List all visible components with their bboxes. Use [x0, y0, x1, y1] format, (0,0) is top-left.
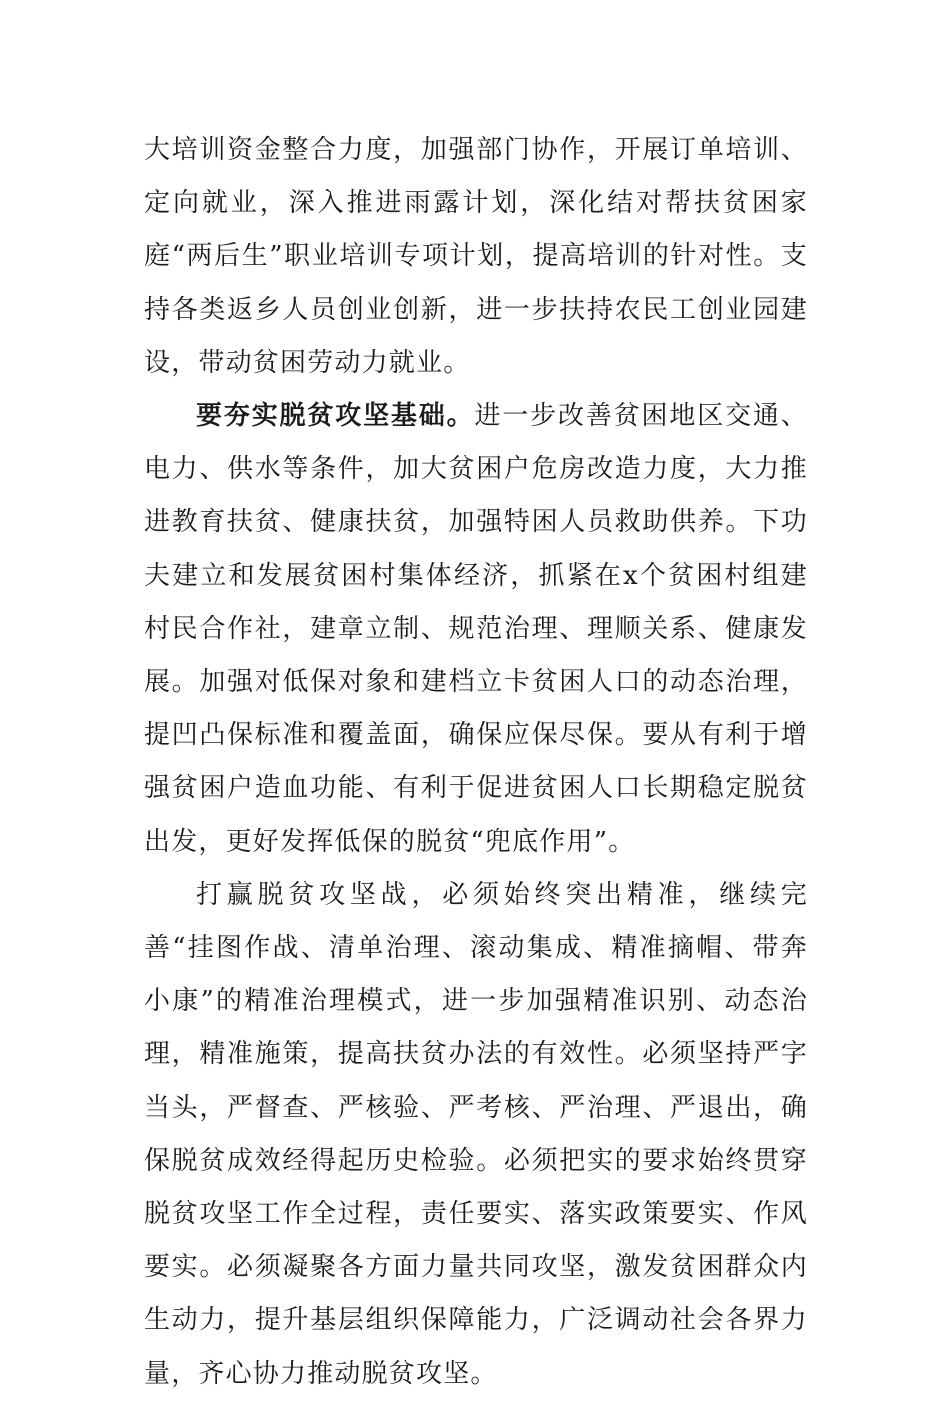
- paragraph-2: [144, 390, 808, 869]
- paragraph-2-text: 进一步改善贫困地区交通、电力、供水等条件，加大贫困户危房改造力度，大力推进教育扶贫、健康扶贫，加强特困人员救助供养。下功夫建立和发展贫困村集体经济，抓紧在x个贫困村组建村民合作社，建章立制、规范治理、理顺关系、健康发展。加强对低保对象和建档立卡贫困人口的动态治理，提凹凸保标准和覆盖面，确保应保尽保。要从有利于增强贫困户造血功能、有利于促进贫困人口长期稳定脱贫出发，更好发挥低保的脱贫“兜底作用”。: [144, 401, 808, 857]
- paragraph-2-lead: 要夯实脱贫攻坚基础。: [196, 401, 475, 432]
- paragraph-3-text: 打赢脱贫攻坚战，必须始终突出精准，继续完善“挂图作战、清单治理、滚动集成、精准摘帽、带奔小康”的精准治理模式，进一步加强精准识别、动态治理，精准施策，提高扶贫办法的有效性。必须坚持严字当头，严督查、严核验、严考核、严治理、严退出，确保脱贫成效经得起历史检验。必须把实的要求始终贯穿脱贫攻坚工作全过程，责任要实、落实政策要实、作风要实。必须凝聚各方面力量共同攻坚，激发贫困群众内生动力，提升基层组织保障能力，广泛调动社会各界力量，齐心协力推动脱贫攻坚。: [144, 879, 808, 1389]
- paragraph-3: [144, 869, 808, 1401]
- document-body: [144, 124, 808, 1401]
- paragraph-1-text: 大培训资金整合力度，加强部门协作，开展订单培训、定向就业，深入推进雨露计划，深化结对帮扶贫困家庭“两后生”职业培训专项计划，提高培训的针对性。支持各类返乡人员创业创新，进一步扶持农民工创业园建设，带动贫困劳动力就业。: [144, 135, 808, 378]
- paragraph-1: [144, 124, 808, 390]
